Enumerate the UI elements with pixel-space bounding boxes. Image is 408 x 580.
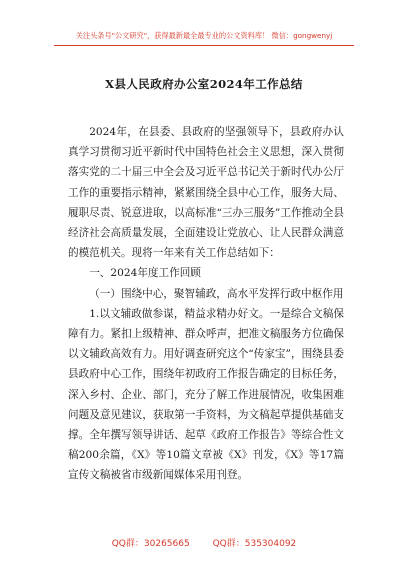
footer-qq-group-1: QQ群：30265665 (111, 539, 190, 549)
subsection-heading: （一）围绕中心，聚智辅政，高水平发挥行政中枢作用 (89, 287, 344, 300)
footer-contacts (0, 536, 408, 549)
header-divider (54, 45, 354, 46)
document-title: X县人民政府办公室2024年工作总结 (105, 77, 303, 91)
body-paragraph: 1.以文辅政做参谋，精益求精办好文。一是综合文稿保障有力。紧扣上级精神、群众呼声，把准文稿服务方位确保以文辅政高效有力。用好调查研究这个“传家宝”，围绕县委县政府中心工作，围绕年初政府工作报告确定的目标任务，深入乡村、企业、部门，充分了解工作进展情况，收集困难问题及意见建议，获取第一手资料，为文稿起草提供基础支撑。全年撰写领导讲话、起草《政府工作报告》等综合性文稿200余篇，《X》等10篇文章被《X》刊发，《X》等17篇宣传文稿被省市级新闻媒体采用刊登。 (68, 307, 344, 482)
document-body (68, 122, 344, 486)
footer-qq-group-2: QQ群：535304092 (212, 539, 297, 549)
intro-paragraph: 2024年，在县委、县政府的坚强领导下，县政府办认真学习贯彻习近平新时代中国特色社会主义思想，深入贯彻落实党的二十届三中全会及习近平总书记关于新时代办公厅工作的重要指示精神，紧紧围绕全县中心工作，服务大局、履职尽责、锐意进取，以高标准“三办三服务”工作推动全县经济社会高质量发展，全面建设让党放心、让人民群众满意的模范机关。现将一年来有关工作总结如下： (68, 126, 344, 260)
header-promo-note: 关注头条号"公文研究"，获得最新最全最专业的公文资料库！ 微信：gongwenyj (75, 31, 333, 40)
section-heading: 一、2024年度工作回顾 (89, 267, 201, 280)
